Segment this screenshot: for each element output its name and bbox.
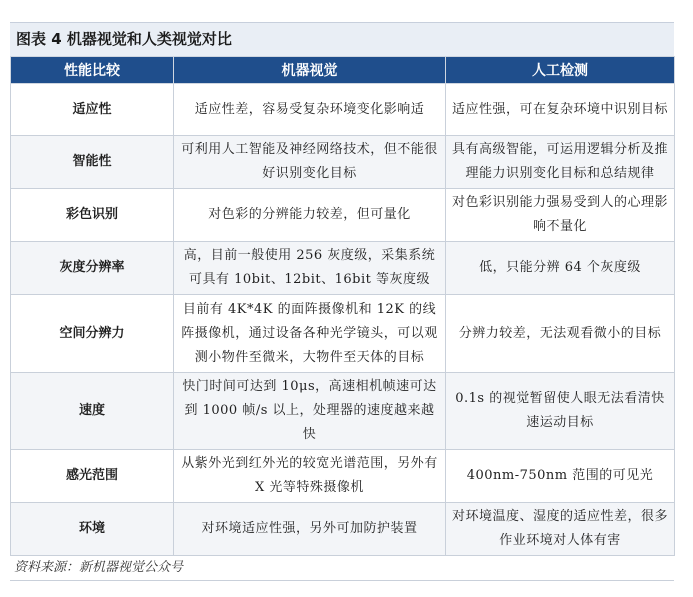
row-human: 适应性强，可在复杂环境中识别目标 xyxy=(446,84,675,136)
table-header-row xyxy=(11,57,675,84)
header-human-inspection: 人工检测 xyxy=(446,57,675,84)
row-machine: 目前有 4K*4K 的面阵摄像机和 12K 的线阵摄像机，通过设备各种光学镜头，可以观测小物件至微米，大物件至天体的目标 xyxy=(174,295,446,373)
row-human: 对色彩识别能力强易受到人的心理影响不量化 xyxy=(446,189,675,242)
row-machine: 从紫外光到红外光的较宽光谱范围，另外有 X 光等特殊摄像机 xyxy=(174,450,446,503)
table-row xyxy=(11,84,675,136)
figure-caption: 图表 4 机器视觉和人类视觉对比 xyxy=(10,22,674,56)
row-human: 400nm-750nm 范围的可见光 xyxy=(446,450,675,503)
table-row xyxy=(11,242,675,295)
row-machine: 对环境适应性强，另外可加防护装置 xyxy=(174,503,446,556)
row-human: 对环境温度、湿度的适应性差，很多作业环境对人体有害 xyxy=(446,503,675,556)
header-feature: 性能比较 xyxy=(11,57,174,84)
row-feature: 适应性 xyxy=(11,84,174,136)
row-feature: 空间分辨力 xyxy=(11,295,174,373)
table-row xyxy=(11,295,675,373)
header-machine-vision: 机器视觉 xyxy=(174,57,446,84)
row-machine: 对色彩的分辨能力较差，但可量化 xyxy=(174,189,446,242)
row-feature: 速度 xyxy=(11,373,174,450)
row-feature: 环境 xyxy=(11,503,174,556)
source-note: 资料来源：新机器视觉公众号 xyxy=(10,556,674,581)
row-human: 0.1s 的视觉暂留使人眼无法看清快速运动目标 xyxy=(446,373,675,450)
comparison-figure xyxy=(10,22,674,581)
row-feature: 灰度分辨率 xyxy=(11,242,174,295)
row-feature: 智能性 xyxy=(11,136,174,189)
comparison-table xyxy=(10,56,675,556)
row-human: 分辨力较差，无法观看微小的目标 xyxy=(446,295,675,373)
row-feature: 感光范围 xyxy=(11,450,174,503)
row-feature: 彩色识别 xyxy=(11,189,174,242)
table-row xyxy=(11,503,675,556)
row-machine: 高，目前一般使用 256 灰度级，采集系统可具有 10bit、12bit、16bit 等灰度级 xyxy=(174,242,446,295)
table-row xyxy=(11,450,675,503)
table-row xyxy=(11,136,675,189)
table-row xyxy=(11,373,675,450)
table-row xyxy=(11,189,675,242)
row-machine: 快门时间可达到 10μs，高速相机帧速可达到 1000 帧/s 以上，处理器的速度越来越快 xyxy=(174,373,446,450)
row-machine: 适应性差，容易受复杂环境变化影响适 xyxy=(174,84,446,136)
row-human: 低，只能分辨 64 个灰度级 xyxy=(446,242,675,295)
row-machine: 可利用人工智能及神经网络技术，但不能很好识别变化目标 xyxy=(174,136,446,189)
row-human: 具有高级智能，可运用逻辑分析及推理能力识别变化目标和总结规律 xyxy=(446,136,675,189)
